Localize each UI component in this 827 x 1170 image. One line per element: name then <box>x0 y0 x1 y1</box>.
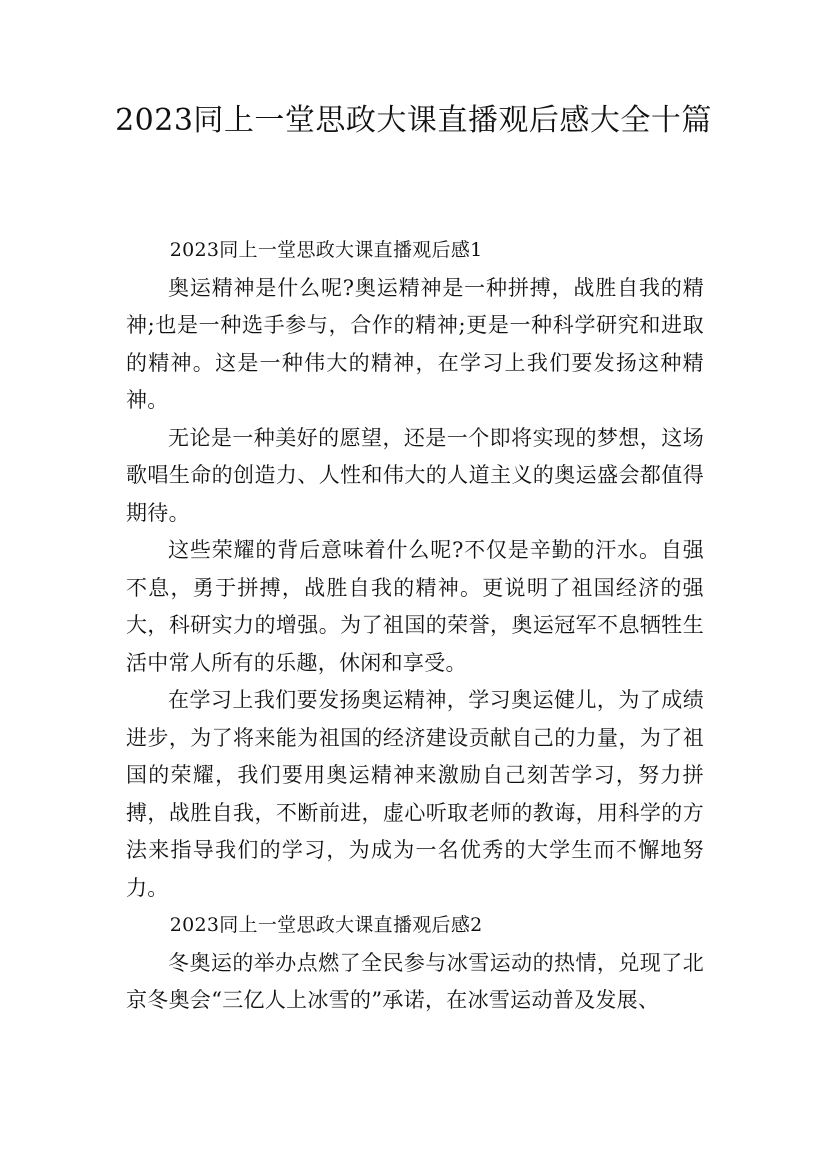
document-title: 2023同上一堂思政大课直播观后感大全十篇 <box>115 103 712 138</box>
paragraph: 无论是一种美好的愿望，还是一个即将实现的梦想，这场歌唱生命的创造力、人性和伟大的人道主义的奥运盛会都值得期待。 <box>126 425 704 525</box>
paragraph: 冬奥运的举办点燃了全民参与冰雪运动的热情，兑现了北京冬奥会“三亿人上冰雪的”承诺，在冰雪运动普及发展、 <box>126 950 704 1012</box>
document-body <box>126 232 704 1020</box>
paragraph: 这些荣耀的背后意味着什么呢?不仅是辛勤的汗水。自强不息，勇于拼搏，战胜自我的精神。更说明了祖国经济的强大，科研实力的增强。为了祖国的荣誉，奥运冠军不息牺牲生活中常人所有的乐趣，休闲和享受。 <box>126 538 704 675</box>
section-heading: 2023同上一堂思政大课直播观后感2 <box>169 914 483 936</box>
paragraph: 在学习上我们要发扬奥运精神，学习奥运健儿，为了成绩进步，为了将来能为祖国的经济建设贡献自己的力量，为了祖国的荣耀，我们要用奥运精神来激励自己刻苦学习，努力拼搏，战胜自我，不断前进，虚心听取老师的教诲，用科学的方法来指导我们的学习，为成为一名优秀的大学生而不懈地努力。 <box>126 688 704 900</box>
section-heading: 2023同上一堂思政大课直播观后感1 <box>169 239 483 261</box>
paragraph: 奥运精神是什么呢?奥运精神是一种拼搏，战胜自我的精神;也是一种选手参与，合作的精神;更是一种科学研究和进取的精神。这是一种伟大的精神，在学习上我们要发扬这种精神。 <box>126 275 704 412</box>
